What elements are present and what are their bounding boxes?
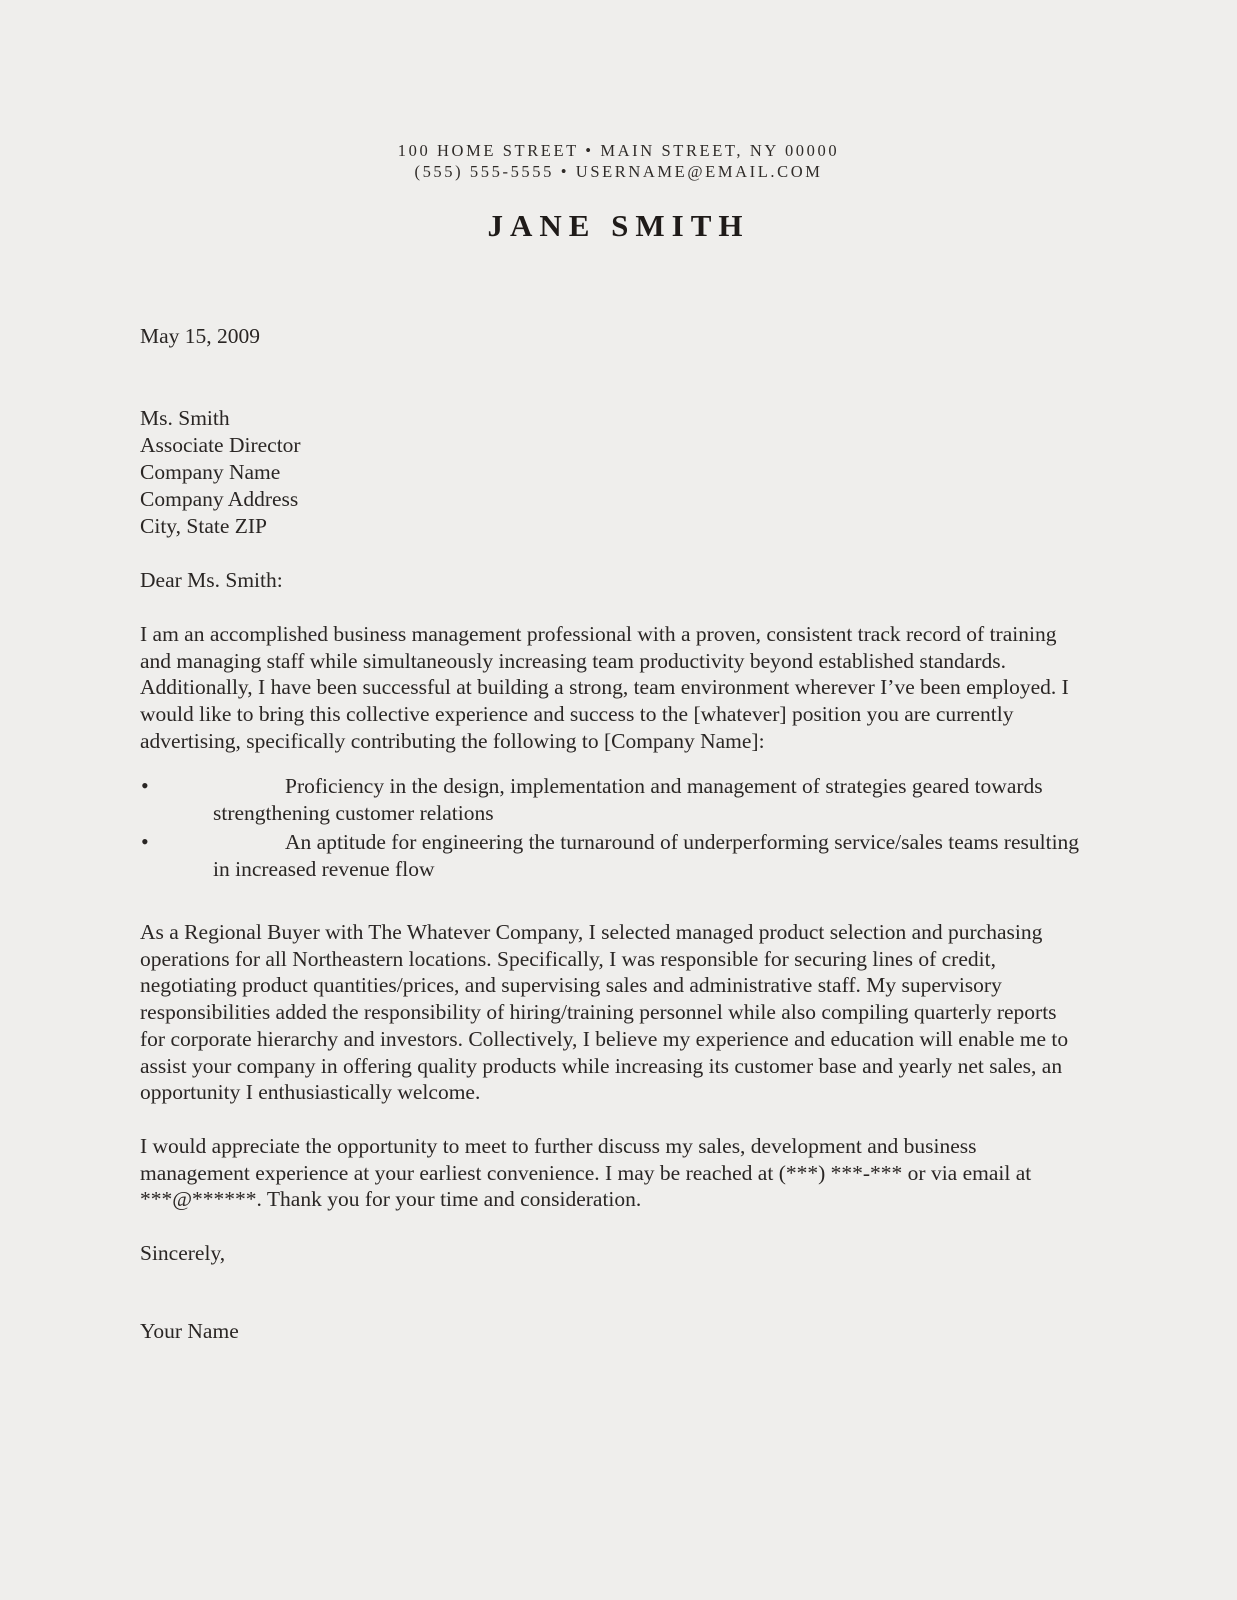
- complimentary-close: Sincerely,: [140, 1241, 226, 1265]
- signature-name: Your Name: [140, 1319, 239, 1343]
- recipient-company: Company Name: [140, 460, 281, 484]
- list-item-text: Proficiency in the design, implementation and management of strategies geared towards strengthening customer relations: [213, 774, 1043, 825]
- letter-date: May 15, 2009: [140, 324, 261, 348]
- list-item: [141, 773, 1088, 826]
- list-item: [141, 829, 1088, 882]
- body-paragraph-closing: I would appreciate the opportunity to meet to further discuss my sales, development and business management experience at your earliest convenience. I may be reached at (***) ***-*** or via email at ***@******. Thank you for your time and consideration.: [140, 1134, 1032, 1212]
- recipient-name: Ms. Smith: [140, 406, 230, 430]
- salutation: Dear Ms. Smith:: [140, 568, 283, 592]
- header-contact-line: (555) 555-5555 • USERNAME@EMAIL.COM: [414, 162, 823, 181]
- body-paragraph-intro: I am an accomplished business management professional with a proven, consistent track record of training and managing staff while simultaneously increasing team productivity beyond established standards. Additionally, I have been successful at building a strong, team environment wherever I’ve been employed. I would like to bring this collective experience and success to the [whatever] position you are currently advertising, specifically contributing the following to [Company Name]:: [140, 622, 1069, 753]
- recipient-block: [140, 405, 301, 540]
- recipient-title: Associate Director: [140, 433, 301, 457]
- body-paragraph-experience: As a Regional Buyer with The Whatever Company, I selected managed product selection and purchasing operations for all Northeastern locations. Specifically, I was responsible for securing lines of credit, negotiating product quantities/prices, and supervising sales and administrative staff. My supervisory responsibilities added the responsibility of hiring/training personnel while also compiling quarterly reports for corporate hierarchy and investors. Collectively, I believe my experience and education will enable me to assist your company in offering quality products while increasing its customer base and yearly net sales, an opportunity I enthusiastically welcome.: [140, 920, 1069, 1105]
- bullet-icon: •: [141, 829, 149, 855]
- bullet-icon: •: [141, 773, 149, 798]
- list-item-text: An aptitude for engineering the turnaround of underperforming service/sales teams resulting in increased revenue flow: [213, 830, 1080, 882]
- sender-name-heading: JANE SMITH: [487, 208, 750, 243]
- qualifications-list: [141, 773, 1088, 886]
- header-address-line: 100 HOME STREET • MAIN STREET, NY 00000: [397, 141, 840, 160]
- recipient-address: Company Address: [140, 487, 299, 511]
- recipient-city-state-zip: City, State ZIP: [140, 514, 268, 538]
